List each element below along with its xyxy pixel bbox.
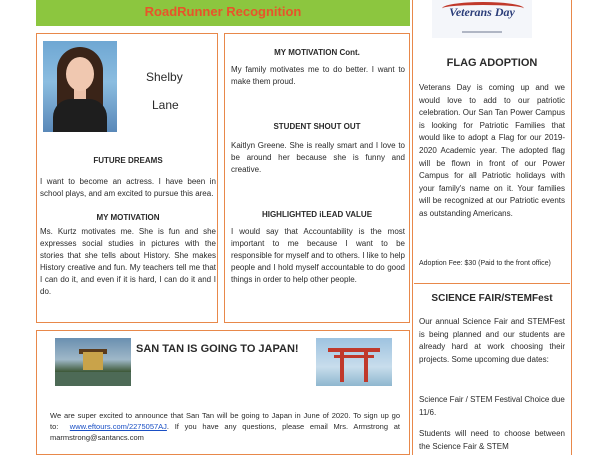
student-last-name: Lane — [152, 98, 179, 112]
japan-text-contact: . If you have any questions, please email Mrs. Armstrong at marmstrong@santancs.com — [50, 422, 400, 442]
science-fair-heading: SCIENCE FAIR/STEMFest — [431, 293, 553, 304]
motivation-cont-text: My family motivates me to do better. I want to make them proud. — [231, 65, 405, 86]
sidebar-divider — [414, 283, 570, 284]
shout-out-heading: STUDENT SHOUT OUT — [273, 122, 361, 131]
future-dreams-text: I want to become an actress. I have been in school plays, and am excited to pursue this area. — [40, 177, 216, 198]
shout-out-text: Kaitlyn Greene. She is really smart and I love to be around her because she is funny and creative. — [231, 141, 405, 174]
science-fair-due-date: Science Fair / STEM Festival Choice due 11/6. — [419, 395, 565, 417]
flag-adoption-text: Veterans Day is coming up and we would love to add to our patriotic celebration. Our San Tan Power Campus is looking for Patriotic Families that would like to adopt a Flag for our 2019-2020 Academic year. The adopted flag will be flown in front of our Power Campus for all Patriotic holidays with your family's name on it. Your families will be recognized at our Patriotic events as outstanding Americans. — [419, 83, 565, 218]
japan-text-intro: We are super excited to announce that San Tan will be going to Japan in June of 2020. To sign up go to: — [50, 411, 400, 431]
motivation-cont-heading: MY MOTIVATION Cont. — [274, 48, 360, 57]
student-photo — [43, 41, 117, 132]
veterans-day-logo — [432, 0, 532, 38]
motivation-heading: MY MOTIVATION — [96, 213, 160, 222]
ilead-value-text: I would say that Accountability is the most important to me because I want to be responsible for myself and to others. I like to help people and I hold myself accountable to do good things in order to help other people. — [231, 227, 405, 284]
motivation-text: Ms. Kurtz motivates me. She is fun and she expresses social studies in pictures with the stories that she tells about History. She makes History creative and fun. My teachers tell me that I can do it, and even if it is hard, I can do it and I do. — [40, 227, 216, 296]
student-first-name: Shelby — [146, 70, 183, 84]
ilead-value-heading: HIGHLIGHTED iLEAD VALUE — [261, 210, 373, 219]
logo-text: Veterans Day — [449, 5, 515, 19]
golden-pavilion-image — [55, 338, 131, 386]
science-fair-text: Our annual Science Fair and STEMFest is being planned and our students are already hard at work choosing their projects. Some upcoming due dates: — [419, 317, 565, 364]
flag-adoption-heading: FLAG ADOPTION — [446, 57, 538, 69]
torii-gate-image — [316, 338, 392, 386]
japan-title: SAN TAN IS GOING TO JAPAN! — [136, 343, 299, 355]
adoption-fee-text: Adoption Fee: $30 (Paid to the front office) — [419, 260, 551, 267]
newsletter-banner — [36, 0, 410, 26]
future-dreams-heading: FUTURE DREAMS — [93, 156, 163, 165]
eftours-link[interactable]: www.eftours.com/2275057AJ — [69, 422, 167, 431]
science-fair-text-2: Students will need to choose between the Science Fair & STEM — [419, 429, 565, 451]
japan-text — [50, 410, 400, 443]
banner-title: RoadRunner Recognition — [144, 4, 302, 19]
